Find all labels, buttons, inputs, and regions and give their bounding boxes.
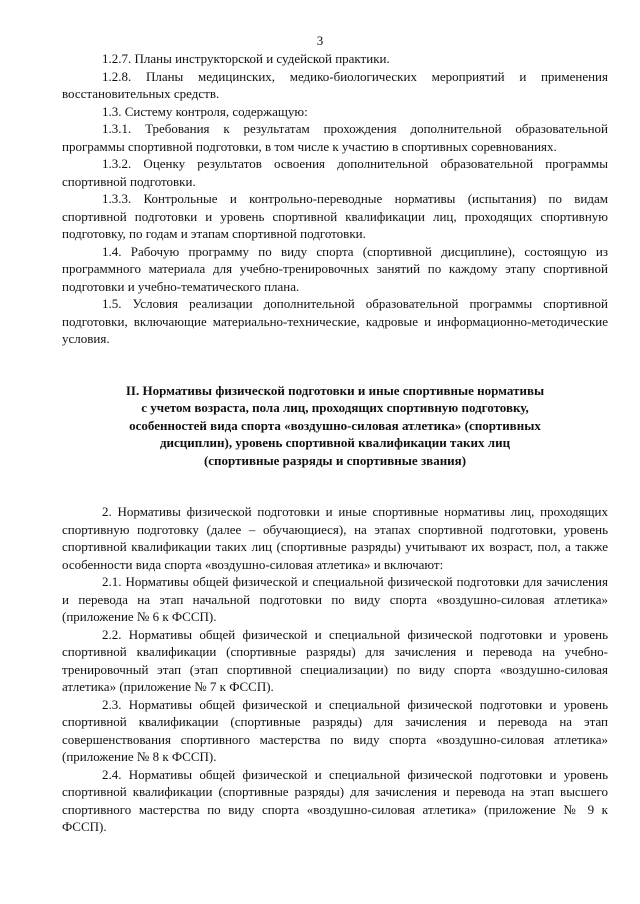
paragraph-2: 2. Нормативы физической подготовки и иные спортивные нормативы лиц, проходящих спортивную подготовку (далее – обучающиеся), на этапах спортивной подготовки, уровень спортивной квалификации таких лиц (спортивные разряды) учитывают их возраст, пол, а также особенности вида спорта «воздушно-силовая атлетика» и включают: [62, 504, 608, 572]
paragraph-1-4: 1.4. Рабочую программу по виду спорта (спортивной дисциплине), состоящую из программного материала для учебно-тренировочных занятий по каждому этапу спортивной подготовки и учебно-тематического плана. [62, 243, 608, 294]
page-number: 3 [316, 33, 324, 48]
heading-line: (спортивные разряды и спортивные звания) [203, 452, 467, 468]
paragraph-1-3-3: 1.3.3. Контрольные и контрольно-переводные нормативы (испытания) по видам спортивной подготовки и уровень спортивной квалификации лиц, проходящих спортивную подготовку, по годам и этапам спортивной подготовки. [62, 191, 608, 241]
document-body [62, 50, 608, 836]
paragraph-1-3-1: 1.3.1. Требования к результатам прохождения дополнительной образовательной программы спортивной подготовки, в том числе к участию в спортивных соревнованиях. [62, 121, 608, 154]
heading-line: с учетом возраста, пола лиц, проходящих спортивную подготовку, [141, 400, 529, 415]
paragraph-1-3: 1.3. Систему контроля, содержащую: [102, 103, 308, 119]
paragraph-1-2-8: 1.2.8. Планы медицинских, медико-биологических мероприятий и применения восстановительных средств. [62, 68, 608, 101]
paragraph-2-1: 2.1. Нормативы общей физической и специальной физической подготовки для зачисления и перевода на этап начальной подготовки по виду спорта «воздушно-силовая атлетика» (приложение № 6 к ФССП). [62, 574, 608, 624]
heading-line: дисциплин), уровень спортивной квалификации таких лиц [159, 435, 511, 450]
heading-line: особенностей вида спорта «воздушно-силовая атлетика» (спортивных [129, 417, 541, 433]
paragraph-1-5: 1.5. Условия реализации дополнительной образовательной программы спортивной подготовки, включающие материально-технические, кадровые и информационно-методические условия. [62, 296, 608, 346]
section-two [62, 503, 608, 836]
section-two-heading [62, 382, 608, 470]
paragraph-1-2-7: 1.2.7. Планы инструкторской и судейской практики. [102, 51, 390, 66]
paragraph-1-3-2: 1.3.2. Оценку результатов освоения дополнительной образовательной программы спортивной подготовки. [62, 156, 608, 189]
paragraph-2-2: 2.2. Нормативы общей физической и специальной физической подготовки и уровень спортивной квалификации (спортивные разряды) для зачисления и перевода на учебно-тренировочный этап (этап спортивной специализации) по виду спорта «воздушно-силовая атлетика» (приложение № 7 к ФССП). [62, 626, 608, 694]
paragraph-2-3: 2.3. Нормативы общей физической и специальной физической подготовки и уровень спортивной квалификации (спортивные разряды) для зачисления и перевода на этап совершенствования спортивного мастерства по виду спорта «воздушно-силовая атлетика» (приложение № 8 к ФССП). [62, 696, 608, 764]
heading-line: II. Нормативы физической подготовки и иные спортивные нормативы [125, 382, 545, 398]
section-one [62, 50, 608, 348]
paragraph-2-4: 2.4. Нормативы общей физической и специальной физической подготовки и уровень спортивной квалификации (спортивные разряды) для зачисления и перевода на этап высшего спортивного мастерства по виду спорта «воздушно-силовая атлетика» (приложение № 9 к ФССП). [62, 766, 608, 834]
